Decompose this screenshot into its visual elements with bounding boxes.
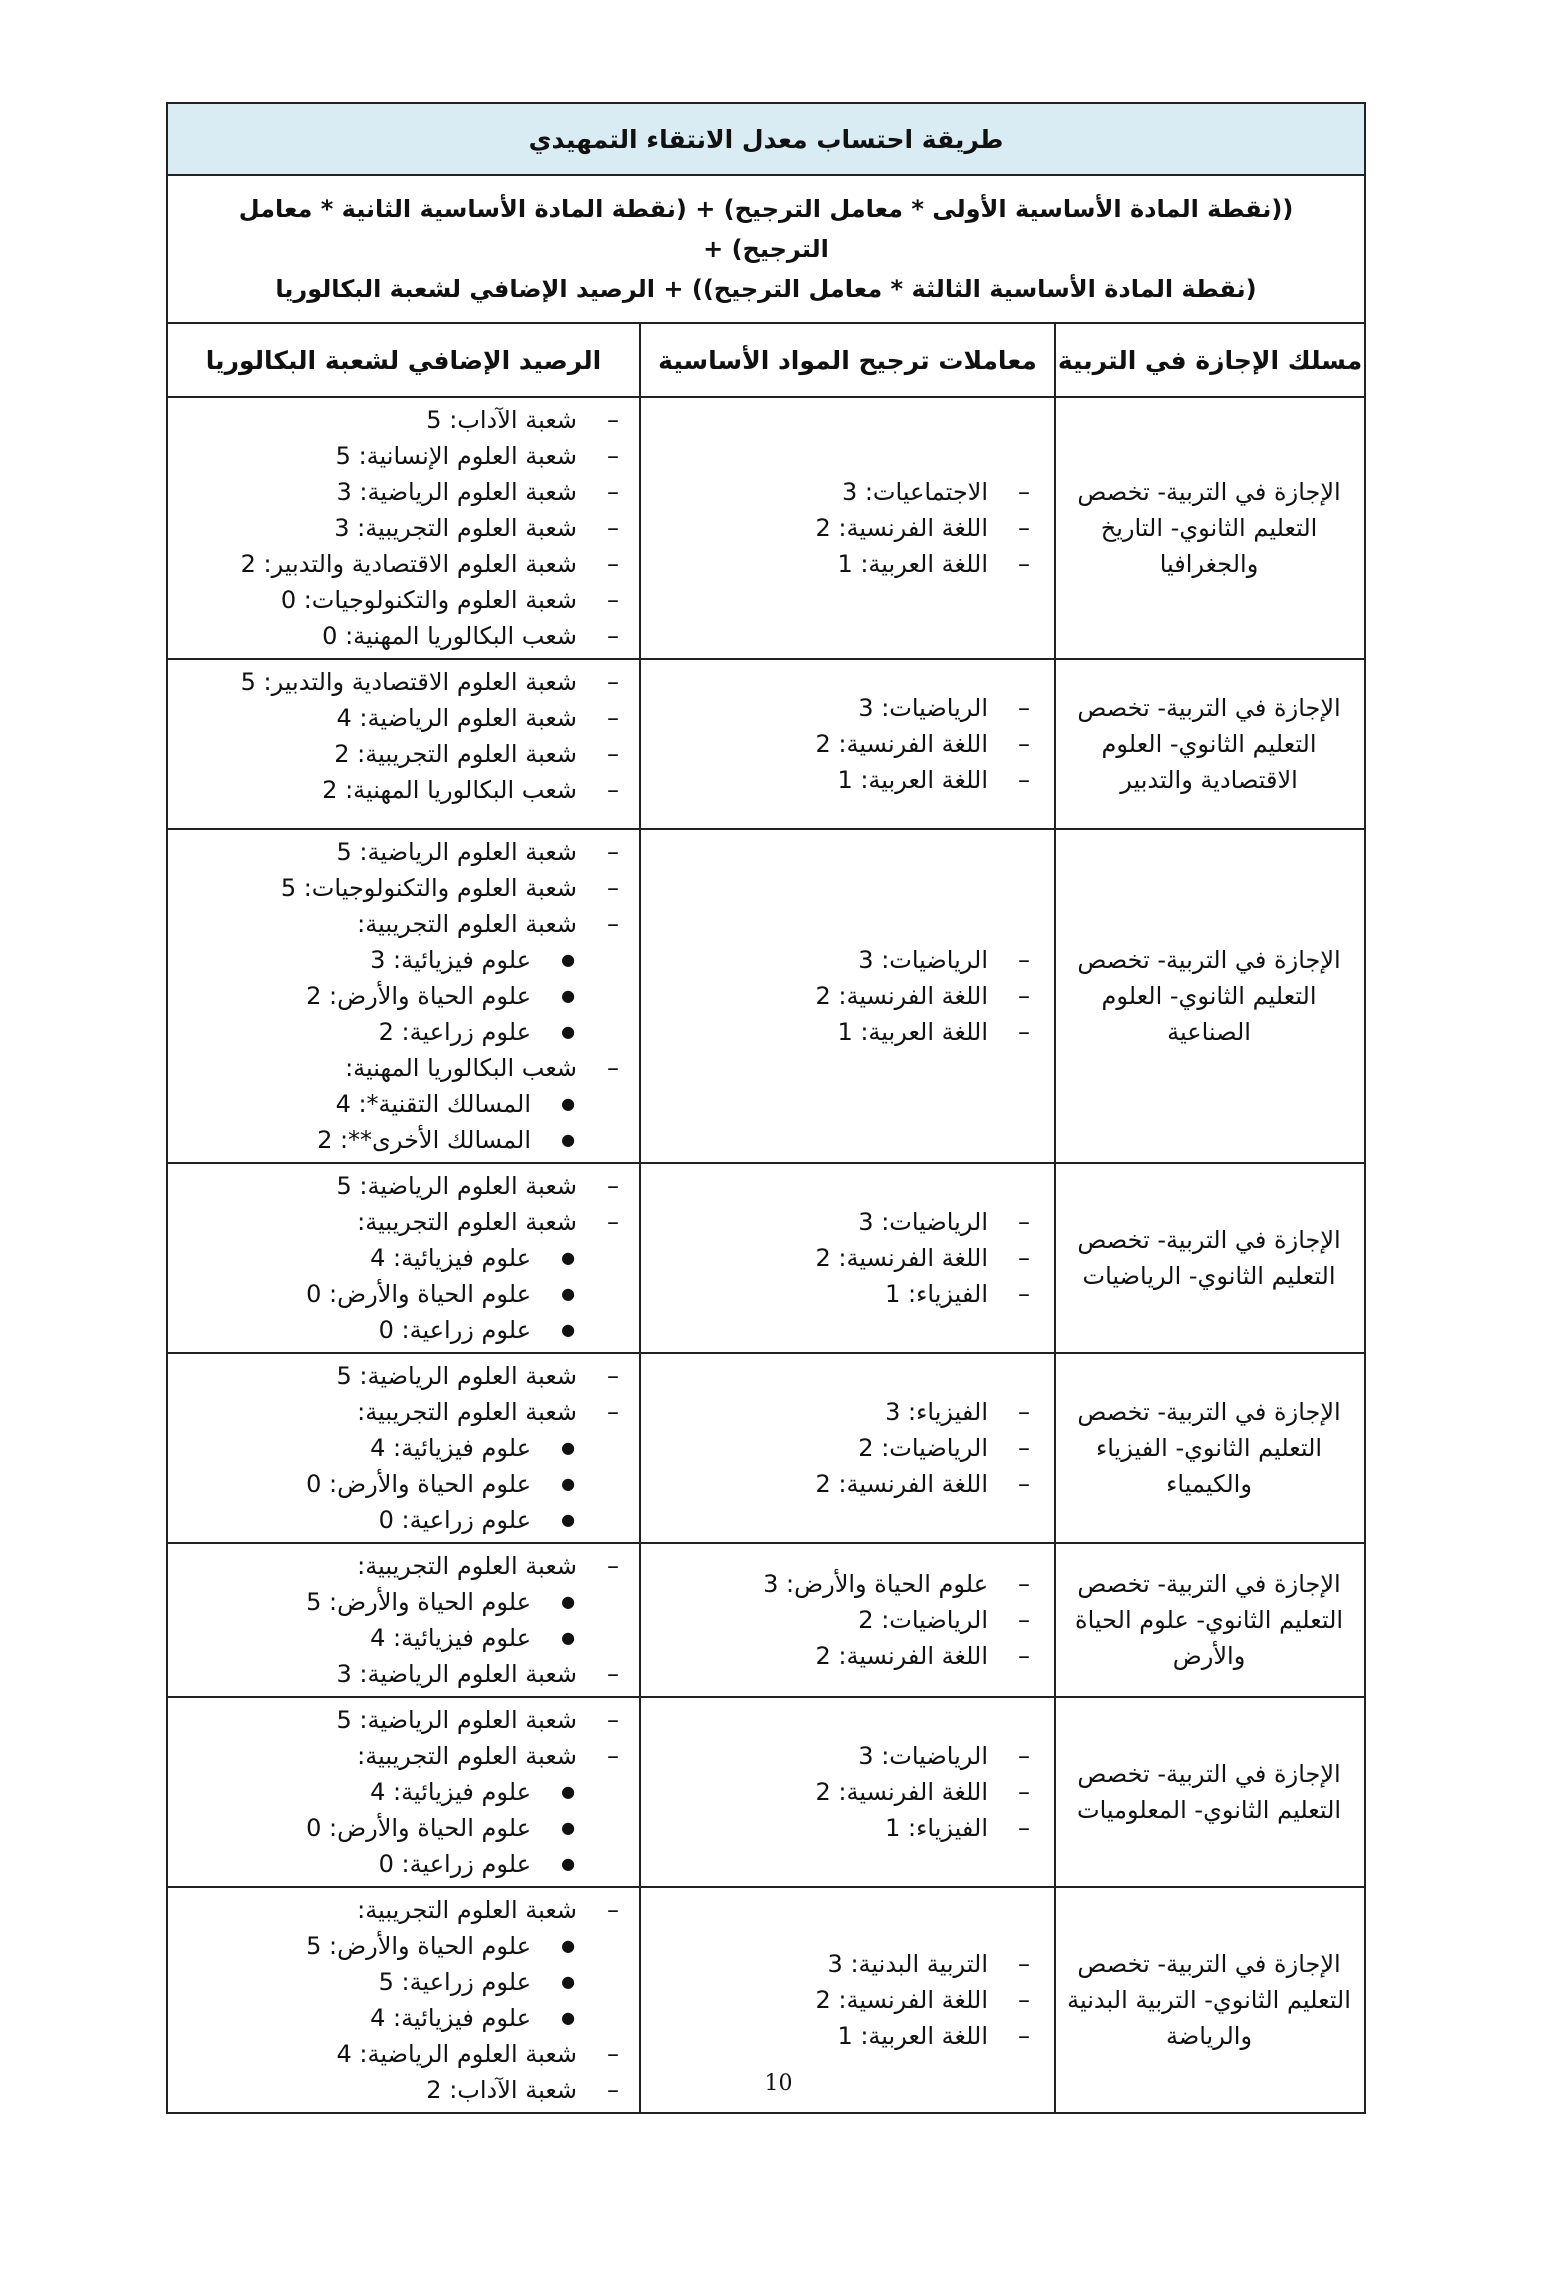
coefficients-cell <box>640 1697 1055 1887</box>
branch-cell <box>1055 1163 1365 1353</box>
table-row <box>167 829 1365 1163</box>
branch-cell <box>1055 1543 1365 1697</box>
coefficient-item: – الفيزياء: 1 <box>651 1810 1038 1846</box>
table-row <box>167 1353 1365 1543</box>
coefficient-item: – الفيزياء: 1 <box>651 1276 1038 1312</box>
branch-cell <box>1055 397 1365 659</box>
bonus-sub-item: ● علوم الحياة والأرض: 2 <box>174 978 627 1014</box>
table-title: طريقة احتساب معدل الانتقاء التمهيدي <box>167 103 1365 175</box>
bonus-sub-item: ● علوم فيزيائية: 4 <box>174 1430 627 1466</box>
coefficient-item: – اللغة الفرنسية: 2 <box>651 1466 1038 1502</box>
coefficient-item: – اللغة الفرنسية: 2 <box>651 1638 1038 1674</box>
coefficient-item: – الرياضيات: 2 <box>651 1430 1038 1466</box>
branch-name: الإجازة في التربية- تخصص التعليم الثانوي- الفيزياء والكيمياء <box>1077 1398 1341 1498</box>
bonus-cell <box>167 1353 640 1543</box>
branch-name: الإجازة في التربية- تخصص التعليم الثانوي- الرياضيات <box>1077 1226 1341 1290</box>
bonus-item: – شعبة العلوم الاقتصادية والتدبير: 5 <box>174 664 627 700</box>
bonus-item: – شعبة العلوم الرياضية: 3 <box>174 474 627 510</box>
bonus-item: – شعبة العلوم التجريبية: <box>174 1892 627 1928</box>
branch-name: الإجازة في التربية- تخصص التعليم الثانوي- العلوم الصناعية <box>1077 946 1341 1046</box>
branch-name: الإجازة في التربية- تخصص التعليم الثانوي- العلوم الاقتصادية والتدبير <box>1077 694 1341 794</box>
coefficient-item: – الرياضيات: 3 <box>651 1738 1038 1774</box>
bonus-list <box>174 1168 627 1348</box>
bonus-item: – شعبة العلوم التجريبية: 2 <box>174 736 627 772</box>
bonus-item: – شعبة العلوم الرياضية: 4 <box>174 700 627 736</box>
branch-cell <box>1055 1353 1365 1543</box>
table-row <box>167 1543 1365 1697</box>
coefficients-cell <box>640 1543 1055 1697</box>
table-row <box>167 1163 1365 1353</box>
coefficient-item: – اللغة الفرنسية: 2 <box>651 978 1038 1014</box>
formula-line-2: (نقطة المادة الأساسية الثالثة * معامل الترجيح)) + الرصيد الإضافي لشعبة البكالوريا <box>275 275 1257 303</box>
bonus-list <box>174 1548 627 1692</box>
header-branch: مسلك الإجازة في التربية <box>1055 323 1365 397</box>
coefficient-item: – التربية البدنية: 3 <box>651 1946 1038 1982</box>
bonus-sub-item: ● علوم زراعية: 5 <box>174 1964 627 2000</box>
bonus-cell <box>167 1697 640 1887</box>
bonus-cell <box>167 659 640 829</box>
branch-name: الإجازة في التربية- تخصص التعليم الثانوي- المعلوميات <box>1077 1760 1342 1824</box>
bonus-sub-item: ● علوم فيزيائية: 4 <box>174 2000 627 2036</box>
coefficients-list <box>651 1738 1038 1846</box>
coefficient-item: – اللغة الفرنسية: 2 <box>651 726 1038 762</box>
branch-cell <box>1055 829 1365 1163</box>
bonus-item: – شعبة العلوم الرياضية: 5 <box>174 1702 627 1738</box>
bonus-item: – شعبة العلوم الرياضية: 5 <box>174 1168 627 1204</box>
coefficients-list <box>651 1394 1038 1502</box>
header-bonus: الرصيد الإضافي لشعبة البكالوريا <box>167 323 640 397</box>
bonus-item: – شعبة العلوم والتكنولوجيات: 0 <box>174 582 627 618</box>
bonus-list <box>174 834 627 1158</box>
bonus-cell <box>167 397 640 659</box>
bonus-sub-item: ● علوم الحياة والأرض: 5 <box>174 1584 627 1620</box>
bonus-sub-item: ● علوم فيزيائية: 4 <box>174 1774 627 1810</box>
bonus-sub-item: ● علوم فيزيائية: 3 <box>174 942 627 978</box>
bonus-sub-item: ● علوم الحياة والأرض: 5 <box>174 1928 627 1964</box>
coefficients-cell <box>640 829 1055 1163</box>
bonus-item: – شعبة الآداب: 2 <box>174 2072 627 2108</box>
coefficients-list <box>651 1946 1038 2054</box>
bonus-sub-item: ● علوم فيزيائية: 4 <box>174 1240 627 1276</box>
coefficients-cell <box>640 1163 1055 1353</box>
coefficients-list <box>651 1566 1038 1674</box>
bonus-item: – شعبة العلوم والتكنولوجيات: 5 <box>174 870 627 906</box>
table-row <box>167 397 1365 659</box>
coefficient-item: – الرياضيات: 3 <box>651 690 1038 726</box>
coefficients-list <box>651 1204 1038 1312</box>
branch-cell <box>1055 659 1365 829</box>
coefficient-item: – اللغة العربية: 1 <box>651 762 1038 798</box>
bonus-item: – شعب البكالوريا المهنية: 2 <box>174 772 627 808</box>
table-row <box>167 659 1365 829</box>
bonus-sub-item: ● المسالك التقنية*: 4 <box>174 1086 627 1122</box>
coefficients-list <box>651 942 1038 1050</box>
formula-line-1: ((نقطة المادة الأساسية الأولى * معامل الترجيح) + (نقطة المادة الأساسية الثانية * معامل الترجيح) + <box>238 195 1294 263</box>
coefficient-item: – اللغة الفرنسية: 2 <box>651 1240 1038 1276</box>
bonus-list <box>174 664 627 808</box>
bonus-sub-item: ● علوم فيزيائية: 4 <box>174 1620 627 1656</box>
bonus-sub-item: ● علوم زراعية: 2 <box>174 1014 627 1050</box>
bonus-item: – شعبة العلوم التجريبية: 3 <box>174 510 627 546</box>
bonus-list <box>174 1358 627 1538</box>
branch-name: الإجازة في التربية- تخصص التعليم الثانوي- التربية البدنية والرياضة <box>1067 1950 1351 2050</box>
bonus-item: – شعبة العلوم التجريبية: <box>174 1204 627 1240</box>
bonus-item: – شعبة العلوم التجريبية: <box>174 1738 627 1774</box>
bonus-sub-item: ● علوم الحياة والأرض: 0 <box>174 1466 627 1502</box>
bonus-cell <box>167 1543 640 1697</box>
page-number: 10 <box>764 2071 793 2096</box>
coefficient-item: – الفيزياء: 3 <box>651 1394 1038 1430</box>
bonus-item: – شعب البكالوريا المهنية: <box>174 1050 627 1086</box>
coefficient-item: – علوم الحياة والأرض: 3 <box>651 1566 1038 1602</box>
bonus-sub-item: ● علوم زراعية: 0 <box>174 1312 627 1348</box>
coefficients-list <box>651 690 1038 798</box>
formula-cell <box>167 175 1365 323</box>
bonus-item: – شعبة العلوم الرياضية: 3 <box>174 1656 627 1692</box>
bonus-cell <box>167 1163 640 1353</box>
coefficient-item: – اللغة الفرنسية: 2 <box>651 1774 1038 1810</box>
branch-cell <box>1055 1697 1365 1887</box>
bonus-item: – شعبة العلوم الإنسانية: 5 <box>174 438 627 474</box>
bonus-item: – شعبة العلوم الاقتصادية والتدبير: 2 <box>174 546 627 582</box>
bonus-item: – شعبة العلوم الرياضية: 4 <box>174 2036 627 2072</box>
bonus-item: – شعب البكالوريا المهنية: 0 <box>174 618 627 654</box>
coefficients-list <box>651 474 1038 582</box>
coefficient-item: – اللغة العربية: 1 <box>651 1014 1038 1050</box>
bonus-list <box>174 1702 627 1882</box>
coefficient-item: – الرياضيات: 2 <box>651 1602 1038 1638</box>
coefficient-item: – اللغة العربية: 1 <box>651 2018 1038 2054</box>
bonus-item: – شعبة العلوم التجريبية: <box>174 1548 627 1584</box>
coefficient-item: – اللغة الفرنسية: 2 <box>651 510 1038 546</box>
coefficient-item: – الرياضيات: 3 <box>651 1204 1038 1240</box>
bonus-item: – شعبة العلوم التجريبية: <box>174 1394 627 1430</box>
bonus-item: – شعبة العلوم الرياضية: 5 <box>174 834 627 870</box>
table-row <box>167 1697 1365 1887</box>
bonus-list <box>174 402 627 654</box>
coefficient-item: – اللغة العربية: 1 <box>651 546 1038 582</box>
bonus-sub-item: ● علوم الحياة والأرض: 0 <box>174 1810 627 1846</box>
branch-name: الإجازة في التربية- تخصص التعليم الثانوي- علوم الحياة والأرض <box>1075 1570 1344 1670</box>
header-coefficients: معاملات ترجيح المواد الأساسية <box>640 323 1055 397</box>
bonus-sub-item: ● علوم زراعية: 0 <box>174 1502 627 1538</box>
bonus-sub-item: ● علوم الحياة والأرض: 0 <box>174 1276 627 1312</box>
selection-table <box>166 102 1366 2114</box>
coefficients-cell <box>640 659 1055 829</box>
bonus-item: – شعبة العلوم التجريبية: <box>174 906 627 942</box>
coefficient-item: – الرياضيات: 3 <box>651 942 1038 978</box>
bonus-item: – شعبة الآداب: 5 <box>174 402 627 438</box>
coefficients-cell <box>640 397 1055 659</box>
coefficient-item: – اللغة الفرنسية: 2 <box>651 1982 1038 2018</box>
branch-name: الإجازة في التربية- تخصص التعليم الثانوي- التاريخ والجغرافيا <box>1077 478 1341 578</box>
bonus-sub-item: ● علوم زراعية: 0 <box>174 1846 627 1882</box>
bonus-cell <box>167 829 640 1163</box>
coefficient-item: – الاجتماعيات: 3 <box>651 474 1038 510</box>
bonus-sub-item: ● المسالك الأخرى**: 2 <box>174 1122 627 1158</box>
coefficients-cell <box>640 1353 1055 1543</box>
bonus-item: – شعبة العلوم الرياضية: 5 <box>174 1358 627 1394</box>
